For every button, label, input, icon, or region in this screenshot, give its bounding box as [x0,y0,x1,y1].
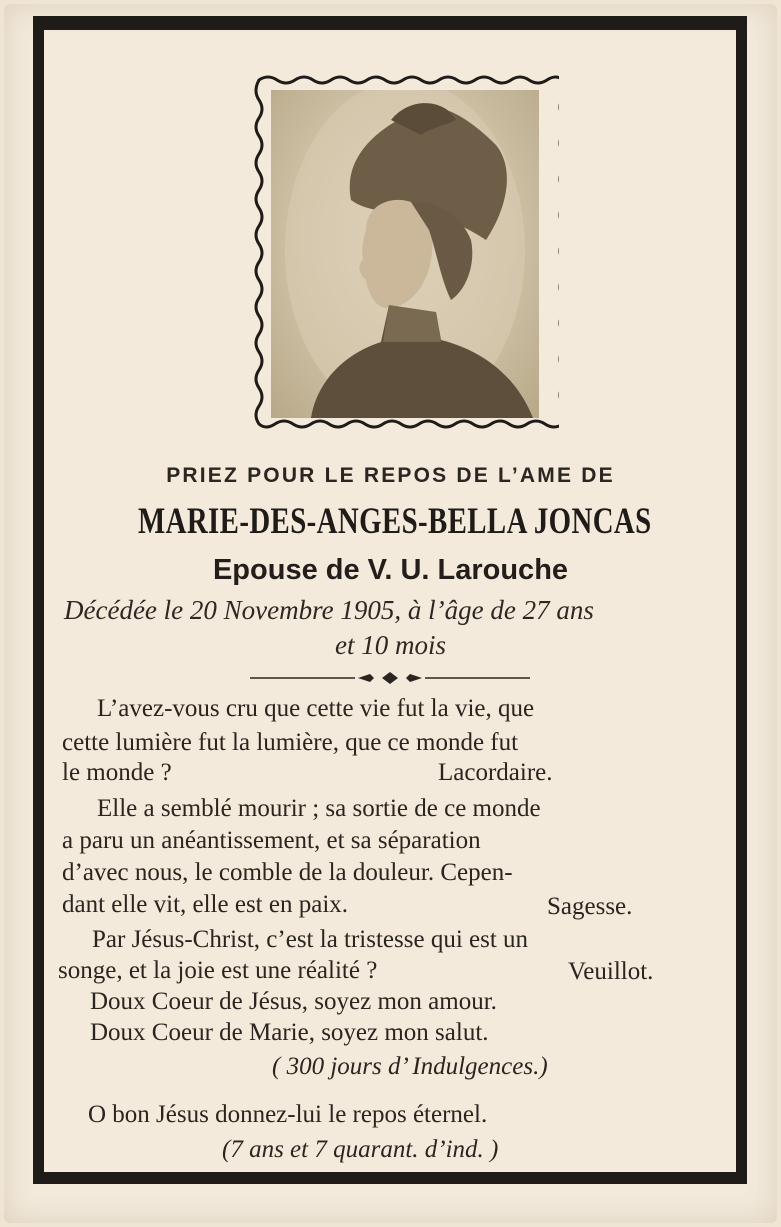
quote-sagesse-line-4: dant elle vit, elle est en paix. [62,891,349,918]
quote-sagesse-line-3: d’avec nous, le comble de la douleur. Cepen- [62,859,513,886]
quote-veuillot-line-2: songe, et la joie est une réalité ? [58,957,378,984]
death-date-line: Décédée le 20 Novembre 1905, à l’âge de 27 ans [64,595,594,625]
divider-ornament-icon [250,670,530,686]
indulgence-note-7-years: (7 ans et 7 quarant. d’ind. ) [222,1136,499,1163]
quote-sagesse-line-2: a paru un anéantissement, et sa séparation [62,827,481,854]
invocation-sacred-heart-mary: Doux Coeur de Marie, soyez mon salut. [90,1019,489,1046]
quote-author-lacordaire: Lacordaire. [438,759,553,786]
quote-lacordaire-line-3: le monde ? [62,759,172,786]
spouse-line: Epouse de V. U. Larouche [212,554,569,586]
age-months-line: et 10 mois [335,630,446,660]
quote-veuillot-line-1: Par Jésus-Christ, c’est la tristesse qui est un [92,926,529,953]
invocation-sacred-heart-jesus: Doux Coeur de Jésus, soyez mon amour. [90,988,497,1015]
deceased-name: MARIE-DES-ANGES-BELLA JONCAS [137,501,652,542]
prayer-header: PRIEZ POUR LE REPOS DE L’AME DE [166,464,615,487]
quote-author-veuillot: Veuillot. [568,958,654,985]
quote-author-sagesse: Sagesse. [547,893,633,920]
indulgence-note-300-days: ( 300 jours d’ Indulgences.) [272,1053,548,1080]
portrait-photo [271,90,539,418]
portrait-frame [251,72,559,436]
quote-lacordaire-line-2: cette lumière fut la lumière, que ce monde fut [62,729,519,756]
quote-sagesse-line-1: Elle a semblé mourir ; sa sortie de ce monde [97,795,541,822]
quote-lacordaire-line-1: L’avez-vous cru que cette vie fut la vie, que [97,695,535,722]
invocation-eternal-rest: O bon Jésus donnez-lui le repos éternel. [88,1101,488,1128]
